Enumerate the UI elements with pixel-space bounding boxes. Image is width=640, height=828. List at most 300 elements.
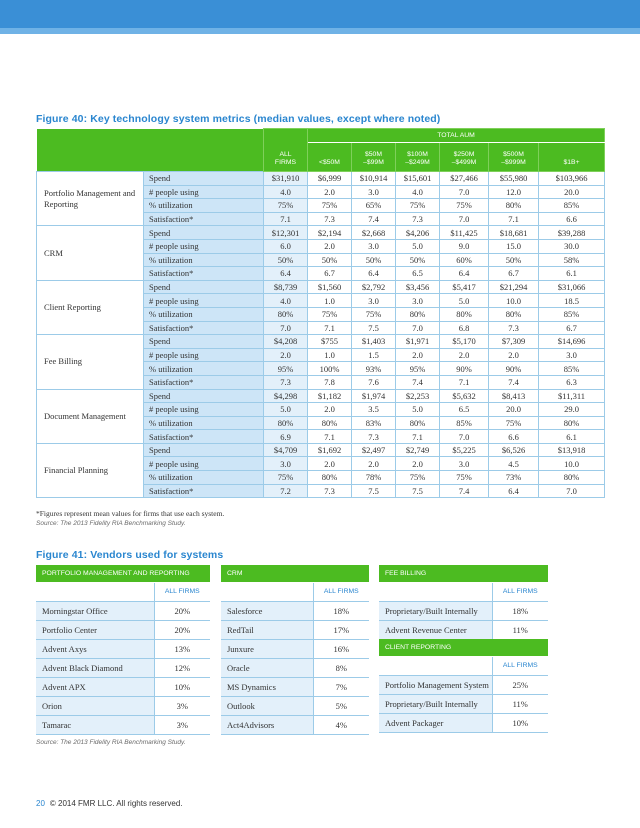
vendor-percent: 10% [492,713,548,732]
value-cell: 3.0 [352,239,396,253]
value-cell: 4.5 [489,457,539,471]
value-cell: 7.3 [308,484,352,498]
value-cell: 5.0 [396,239,440,253]
vendor-name: Morningstar Office [36,601,154,620]
vendor-column-header-blank [379,582,492,601]
value-cell: 7.3 [352,430,396,444]
value-cell: $11,425 [440,226,489,240]
value-cell: 80% [489,199,539,213]
value-cell: 80% [396,307,440,321]
vendor-name: Proprietary/Built Internally [379,601,492,620]
value-cell: $55,980 [489,172,539,186]
value-cell: 90% [489,362,539,376]
value-cell: 80% [264,416,308,430]
value-cell: $1,403 [352,335,396,349]
value-cell: 78% [352,471,396,485]
value-cell: 75% [396,199,440,213]
vendor-row [36,620,210,639]
figure-40-footnote: *Figures represent mean values for firms that use each system. [36,509,225,518]
metric-cell: # people using [144,185,264,199]
value-cell: 50% [489,253,539,267]
value-cell: 7.0 [440,430,489,444]
vendor-row [36,601,210,620]
category-cell: Client Reporting [37,280,144,334]
value-cell: 50% [396,253,440,267]
vendor-name: Orion [36,696,154,715]
value-cell: $2,253 [396,389,440,403]
value-cell: $5,417 [440,280,489,294]
vendor-percent: 16% [313,639,369,658]
column-header-line: –$99M [363,159,384,166]
value-cell: 7.0 [440,212,489,226]
value-cell: $31,910 [264,172,308,186]
value-cell: 3.5 [352,403,396,417]
value-cell: 85% [539,199,605,213]
metric-cell: Spend [144,389,264,403]
value-cell: 3.0 [396,294,440,308]
vendor-name: Portfolio Center [36,620,154,639]
vendor-section-heading: CRM [221,565,369,582]
value-cell: 85% [440,416,489,430]
value-cell: 50% [352,253,396,267]
value-cell: 80% [308,416,352,430]
value-cell: 85% [539,362,605,376]
vendor-name: RedTail [221,620,313,639]
metric-cell: Satisfaction* [144,321,264,335]
column-header-line: –$999M [501,159,526,166]
value-cell: 7.5 [396,484,440,498]
metric-cell: Satisfaction* [144,430,264,444]
value-cell: 10.0 [489,294,539,308]
value-cell: 75% [396,471,440,485]
total-aum-header: TOTAL AUM [308,129,605,143]
value-cell: 75% [489,416,539,430]
table-row [37,280,605,294]
value-cell: 7.0 [539,484,605,498]
vendor-row [379,620,548,639]
vendor-section-header-row [379,639,548,656]
metric-cell: Satisfaction* [144,375,264,389]
vendor-section-header-row [379,565,548,582]
value-cell: 80% [440,307,489,321]
figure-41-source: Source: The 2013 Fidelity RIA Benchmarking Study. [36,739,186,746]
value-cell: 7.1 [396,430,440,444]
vendor-section-heading: PORTFOLIO MANAGEMENT AND REPORTING [36,565,210,582]
vendor-name: Oracle [221,658,313,677]
vendor-row [36,696,210,715]
value-cell: $2,749 [396,443,440,457]
table-row [37,389,605,403]
vendor-name: MS Dynamics [221,677,313,696]
vendor-percent: 5% [313,696,369,715]
value-cell: $14,696 [539,335,605,349]
value-cell: 7.6 [352,375,396,389]
metric-cell: Satisfaction* [144,267,264,281]
value-cell: 7.1 [440,375,489,389]
value-cell: $39,288 [539,226,605,240]
column-header-all-firms [264,129,308,172]
value-cell: 75% [264,471,308,485]
value-cell: 5.0 [264,403,308,417]
vendor-row [221,677,369,696]
value-cell: $1,560 [308,280,352,294]
value-cell: $27,466 [440,172,489,186]
vendor-row [221,696,369,715]
value-cell: 6.7 [539,321,605,335]
value-cell: $2,668 [352,226,396,240]
value-cell: 5.0 [396,403,440,417]
value-cell: 5.0 [440,294,489,308]
value-cell: $2,497 [352,443,396,457]
category-cell: CRM [37,226,144,280]
vendor-percent: 3% [154,715,210,734]
vendor-name: Portfolio Management System [379,675,492,694]
technology-metrics-table [36,128,605,498]
value-cell: $5,632 [440,389,489,403]
value-cell: 2.0 [308,457,352,471]
value-cell: $1,692 [308,443,352,457]
value-cell: 2.0 [396,348,440,362]
value-cell: 18.5 [539,294,605,308]
top-header-band [0,0,640,34]
value-cell: 7.0 [264,321,308,335]
metric-cell: # people using [144,403,264,417]
value-cell: 6.6 [489,430,539,444]
vendor-percent: 20% [154,620,210,639]
table-header-row [37,129,605,143]
value-cell: 95% [264,362,308,376]
value-cell: 75% [264,199,308,213]
vendor-row [221,658,369,677]
value-cell: $7,309 [489,335,539,349]
metric-cell: Satisfaction* [144,212,264,226]
vendor-section-header-row [221,565,369,582]
value-cell: 7.3 [396,212,440,226]
value-cell: 6.7 [308,267,352,281]
value-cell: 7.2 [264,484,308,498]
value-cell: 3.0 [539,348,605,362]
metric-cell: % utilization [144,253,264,267]
page-number: 20 [36,799,45,808]
value-cell: 93% [352,362,396,376]
value-cell: $31,066 [539,280,605,294]
value-cell: 85% [539,307,605,321]
vendor-name: Tamarac [36,715,154,734]
value-cell: 7.8 [308,375,352,389]
column-header-aum-band [440,143,489,172]
value-cell: 2.0 [264,348,308,362]
column-header-aum-band [539,143,605,172]
vendor-table-portfolio-management [36,565,210,735]
all-firms-column-header: ALL FIRMS [492,582,548,601]
value-cell: $1,971 [396,335,440,349]
value-cell: 73% [489,471,539,485]
value-cell: 95% [396,362,440,376]
value-cell: 7.4 [352,212,396,226]
vendor-percent: 7% [313,677,369,696]
value-cell: 2.0 [440,348,489,362]
category-cell: Portfolio Management and Reporting [37,172,144,226]
value-cell: 3.0 [352,185,396,199]
metric-cell: Spend [144,172,264,186]
value-cell: 7.0 [440,185,489,199]
column-header-line: –$499M [451,159,477,166]
value-cell: 6.5 [440,403,489,417]
value-cell: 3.0 [352,294,396,308]
vendor-name: Salesforce [221,601,313,620]
value-cell: $8,739 [264,280,308,294]
vendor-percent: 18% [492,601,548,620]
value-cell: $4,709 [264,443,308,457]
vendor-name: Act4Advisors [221,715,313,734]
value-cell: 75% [308,307,352,321]
value-cell: 1.5 [352,348,396,362]
metric-cell: % utilization [144,307,264,321]
column-header-line: $250M [453,151,475,158]
value-cell: 2.0 [308,403,352,417]
value-cell: 6.4 [264,267,308,281]
vendor-name: Proprietary/Built Internally [379,694,492,713]
value-cell: $2,792 [352,280,396,294]
value-cell: 9.0 [440,239,489,253]
value-cell: 83% [352,416,396,430]
vendor-name: Advent Axys [36,639,154,658]
metric-cell: Spend [144,226,264,240]
vendor-percent: 18% [313,601,369,620]
value-cell: 7.5 [352,321,396,335]
vendor-column-header-blank [379,656,492,675]
value-cell: 7.4 [396,375,440,389]
metric-cell: # people using [144,294,264,308]
value-cell: 10.0 [539,457,605,471]
category-cell: Financial Planning [37,443,144,497]
vendor-name: Junxure [221,639,313,658]
table-row [37,335,605,349]
table-row [37,443,605,457]
value-cell: 30.0 [539,239,605,253]
value-cell: $5,225 [440,443,489,457]
vendor-column-header-row [221,582,369,601]
value-cell: 100% [308,362,352,376]
value-cell: 29.0 [539,403,605,417]
value-cell: $4,208 [264,335,308,349]
column-header-aum-band [396,143,440,172]
all-firms-column-header: ALL FIRMS [154,582,210,601]
value-cell: 7.4 [440,484,489,498]
value-cell: 6.1 [539,267,605,281]
column-header-aum-band [308,143,352,172]
value-cell: 6.4 [440,267,489,281]
vendor-column-header-row [36,582,210,601]
value-cell: 6.4 [352,267,396,281]
column-header-line: $100M [407,151,428,158]
vendor-percent: 11% [492,620,548,639]
value-cell: 2.0 [308,185,352,199]
vendor-column-header-row [379,582,548,601]
value-cell: 80% [396,416,440,430]
value-cell: 65% [352,199,396,213]
vendor-name: Outlook [221,696,313,715]
value-cell: 75% [440,471,489,485]
value-cell: $1,974 [352,389,396,403]
value-cell: $15,601 [396,172,440,186]
vendor-name: Advent APX [36,677,154,696]
category-cell: Document Management [37,389,144,443]
column-header-line: FIRMS [274,159,297,166]
value-cell: 6.6 [539,212,605,226]
value-cell: 6.3 [539,375,605,389]
figure-41-title: Figure 41: Vendors used for systems [36,549,224,561]
value-cell: $13,918 [539,443,605,457]
metric-cell: % utilization [144,199,264,213]
vendor-column-header-row [379,656,548,675]
metric-cell: # people using [144,239,264,253]
value-cell: 6.8 [440,321,489,335]
value-cell: $12,301 [264,226,308,240]
vendor-percent: 17% [313,620,369,639]
vendor-section-header-row [36,565,210,582]
value-cell: $103,966 [539,172,605,186]
value-cell: 80% [489,307,539,321]
metric-cell: Spend [144,280,264,294]
value-cell: 4.0 [396,185,440,199]
metric-cell: # people using [144,348,264,362]
vendor-section-heading: FEE BILLING [379,565,548,582]
value-cell: 6.5 [396,267,440,281]
value-cell: $3,456 [396,280,440,294]
value-cell: 4.0 [264,185,308,199]
value-cell: 7.1 [264,212,308,226]
value-cell: 1.0 [308,294,352,308]
value-cell: $2,194 [308,226,352,240]
column-header-aum-band [489,143,539,172]
vendor-table-client-reporting [379,639,548,733]
metric-cell: Spend [144,443,264,457]
vendor-row [36,639,210,658]
value-cell: 6.7 [489,267,539,281]
value-cell: 80% [539,416,605,430]
value-cell: $755 [308,335,352,349]
vendor-percent: 20% [154,601,210,620]
value-cell: $8,413 [489,389,539,403]
value-cell: 80% [539,471,605,485]
vendor-name: Advent Black Diamond [36,658,154,677]
value-cell: 80% [264,307,308,321]
value-cell: 58% [539,253,605,267]
value-cell: 7.1 [308,321,352,335]
figure-40-title: Figure 40: Key technology system metrics (median values, except where noted) [36,113,441,125]
category-cell: Fee Billing [37,335,144,389]
vendor-percent: 10% [154,677,210,696]
metric-cell: Satisfaction* [144,484,264,498]
copyright-text: © 2014 FMR LLC. All rights reserved. [49,799,183,808]
vendor-section-heading: CLIENT REPORTING [379,639,548,656]
vendor-row [379,694,548,713]
value-cell: 7.1 [489,212,539,226]
column-header-aum-band [352,143,396,172]
value-cell: 7.4 [489,375,539,389]
vendor-percent: 4% [313,715,369,734]
value-cell: 2.0 [396,457,440,471]
vendor-percent: 11% [492,694,548,713]
value-cell: 75% [308,199,352,213]
value-cell: 20.0 [539,185,605,199]
value-cell: 60% [440,253,489,267]
value-cell: 50% [264,253,308,267]
vendor-percent: 3% [154,696,210,715]
column-header-line: $500M [503,151,524,158]
vendor-percent: 25% [492,675,548,694]
value-cell: $1,182 [308,389,352,403]
vendor-row [221,715,369,734]
all-firms-column-header: ALL FIRMS [492,656,548,675]
value-cell: $5,170 [440,335,489,349]
value-cell: 3.0 [264,457,308,471]
value-cell: 75% [440,199,489,213]
value-cell: 6.4 [489,484,539,498]
value-cell: 2.0 [308,239,352,253]
vendor-percent: 8% [313,658,369,677]
value-cell: 7.0 [396,321,440,335]
value-cell: 7.3 [264,375,308,389]
page-footer [36,799,183,808]
column-header-line: –$249M [405,159,430,166]
metric-cell: # people using [144,457,264,471]
metric-cell: Spend [144,335,264,349]
metric-cell: % utilization [144,362,264,376]
value-cell: 7.3 [308,212,352,226]
vendor-row [36,677,210,696]
table-row [37,172,605,186]
vendor-row [221,639,369,658]
value-cell: 1.0 [308,348,352,362]
vendor-row [36,658,210,677]
vendor-column-header-blank [221,582,313,601]
figure-40-source: Source: The 2013 Fidelity RIA Benchmarking Study. [36,520,186,527]
value-cell: $6,999 [308,172,352,186]
value-cell: $10,914 [352,172,396,186]
vendor-row [379,601,548,620]
column-header-line: $1B+ [563,159,580,166]
vendor-row [379,713,548,732]
value-cell: $18,681 [489,226,539,240]
value-cell: 7.1 [308,430,352,444]
vendor-table-crm [221,565,369,735]
value-cell: $4,298 [264,389,308,403]
value-cell: 6.9 [264,430,308,444]
table-row [37,226,605,240]
vendor-row [221,620,369,639]
value-cell: 50% [308,253,352,267]
value-cell: $4,206 [396,226,440,240]
value-cell: 4.0 [264,294,308,308]
value-cell: 12.0 [489,185,539,199]
value-cell: 6.0 [264,239,308,253]
vendor-name: Advent Packager [379,713,492,732]
column-header-line: <$50M [319,159,340,166]
vendor-percent: 13% [154,639,210,658]
value-cell: 80% [308,471,352,485]
value-cell: 75% [352,307,396,321]
all-firms-column-header: ALL FIRMS [313,582,369,601]
value-cell: 2.0 [352,457,396,471]
value-cell: $21,294 [489,280,539,294]
vendor-row [36,715,210,734]
value-cell: 3.0 [440,457,489,471]
value-cell: $11,311 [539,389,605,403]
value-cell: 90% [440,362,489,376]
vendor-row [221,601,369,620]
